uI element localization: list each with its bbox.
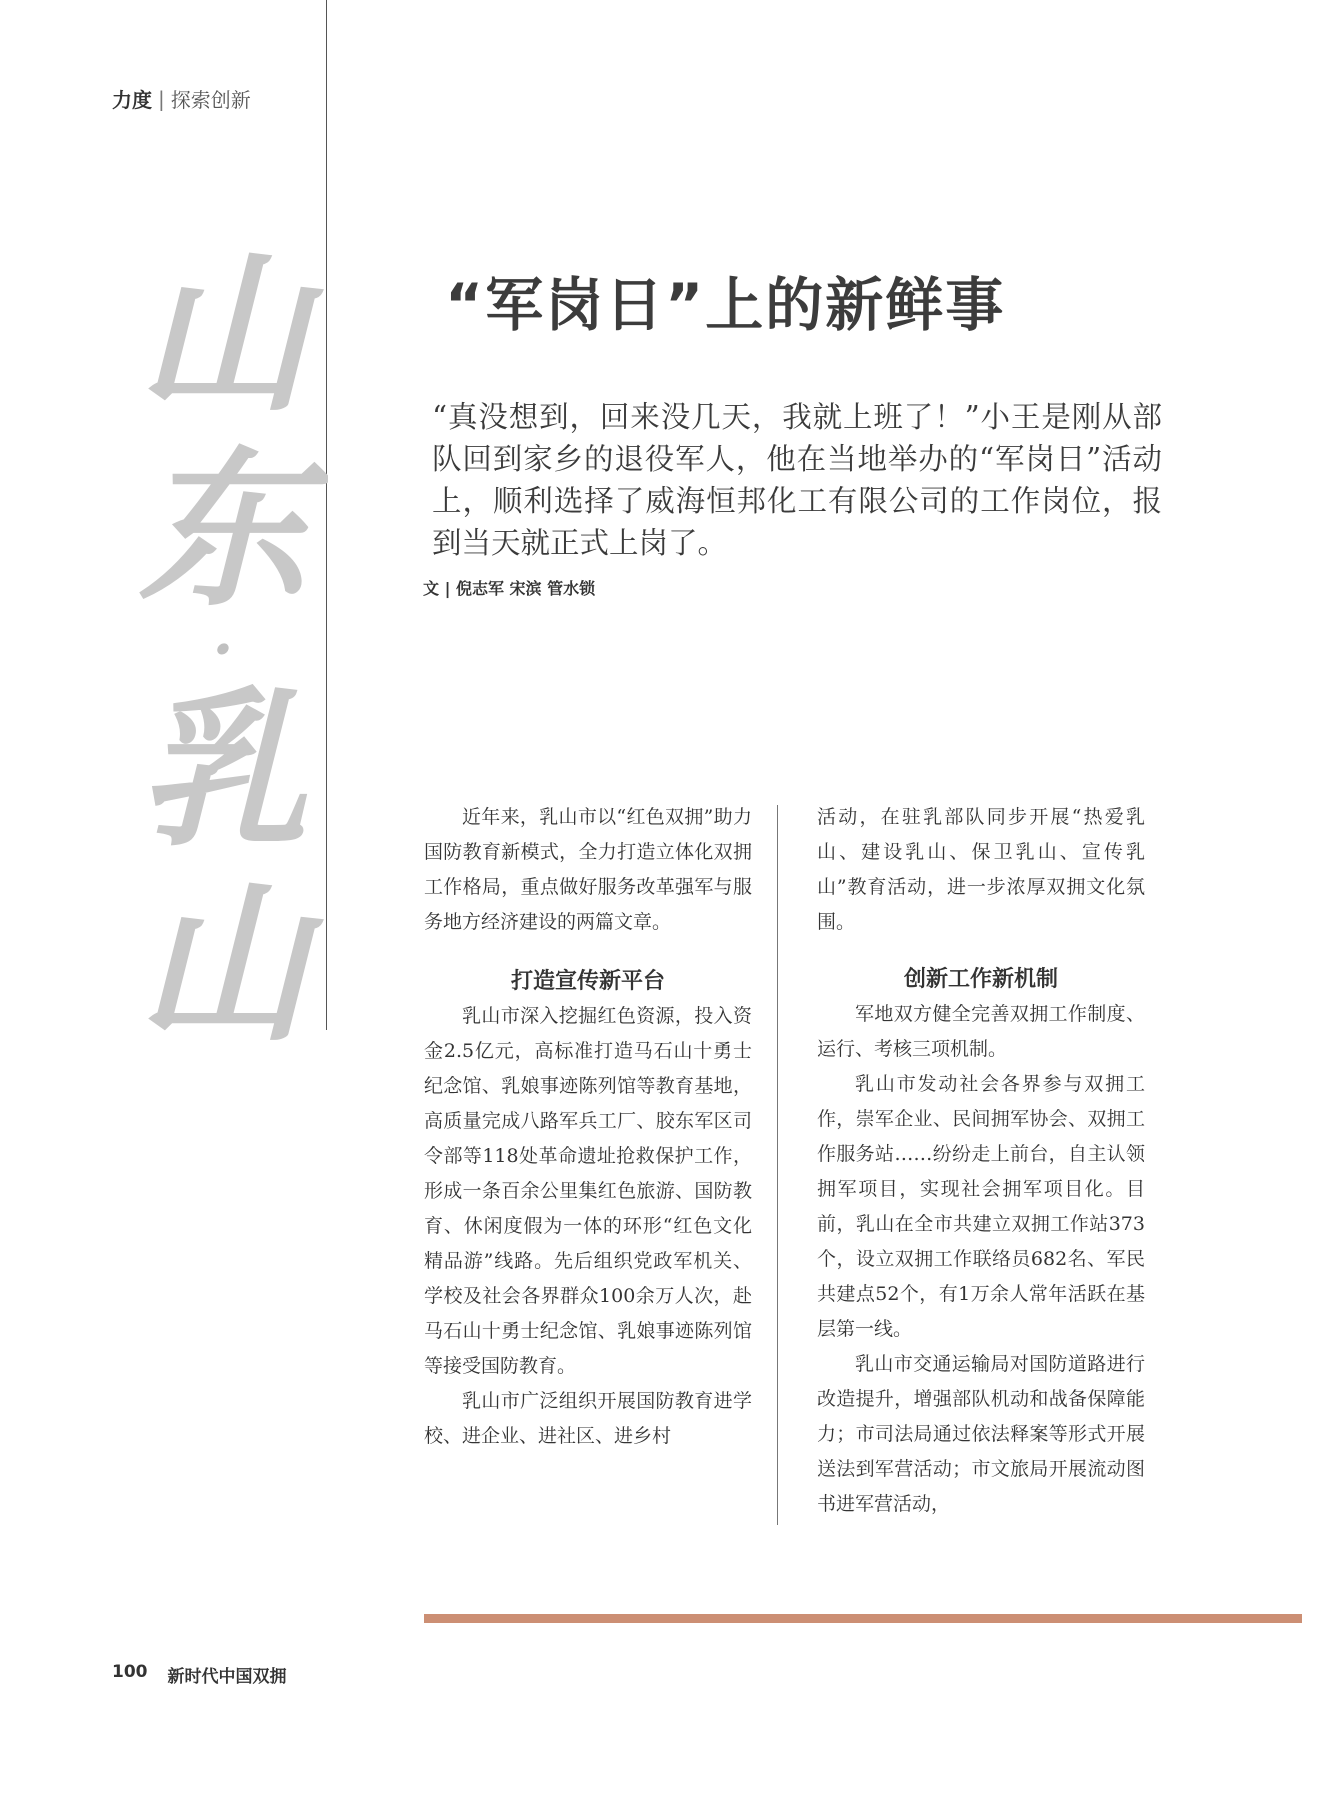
section-separator: | bbox=[158, 86, 165, 111]
section-header bbox=[112, 84, 251, 113]
magazine-name: 新时代中国双拥 bbox=[167, 1667, 287, 1687]
calligraphy-char: 东 bbox=[137, 430, 308, 630]
page-footer bbox=[112, 1662, 287, 1687]
article-title: “军岗日”上的新鲜事 bbox=[445, 271, 1006, 339]
article-byline: 文 | 倪志军 宋滨 管水锁 bbox=[423, 579, 596, 598]
subheading: 创新工作新机制 bbox=[903, 967, 1058, 992]
calligraphy-decoration bbox=[118, 250, 328, 1050]
calligraphy-char: 山 bbox=[137, 250, 308, 435]
accent-bar bbox=[424, 1614, 1302, 1623]
paragraph: 军地双方健全完善双拥工作制度、运行、考核三项机制。 bbox=[817, 1003, 1145, 1060]
article-lead: “真没想到，回来没几天，我就上班了！”小王是刚从部队回到家乡的退役军人，他在当地举办的“军岗日”活动上，顺利选择了威海恒邦化工有限公司的工作岗位，报到当天就正式上岗了。 bbox=[432, 400, 1162, 560]
text-column-left bbox=[424, 800, 752, 1454]
calligraphy-char: 乳 bbox=[137, 670, 308, 870]
calligraphy-char: 山 bbox=[137, 865, 308, 1050]
paragraph: 活动，在驻乳部队同步开展“热爱乳山、建设乳山、保卫乳山、宣传乳山”教育活动，进一步浓厚双拥文化氛围。 bbox=[817, 806, 1145, 933]
section-label: 力度 bbox=[112, 88, 152, 112]
paragraph: 乳山市交通运输局对国防道路进行改造提升，增强部队机动和战备保障能力；市司法局通过依法释案等形式开展送法到军营活动；市文旅局开展流动图书进军营活动， bbox=[817, 1353, 1145, 1515]
paragraph: 近年来，乳山市以“红色双拥”助力国防教育新模式，全力打造立体化双拥工作格局，重点做好服务改革强军与服务地方经济建设的两篇文章。 bbox=[424, 806, 752, 933]
page-number: 100 bbox=[112, 1662, 148, 1682]
text-column-right bbox=[817, 800, 1145, 1522]
paragraph: 乳山市广泛组织开展国防教育进学校、进企业、进社区、进乡村 bbox=[424, 1390, 752, 1447]
column-divider bbox=[777, 805, 778, 1525]
subheading: 打造宣传新平台 bbox=[510, 969, 665, 994]
paragraph: 乳山市发动社会各界参与双拥工作，崇军企业、民间拥军协会、双拥工作服务站……纷纷走上前台，自主认领拥军项目，实现社会拥军项目化。目前，乳山在全市共建立双拥工作站373个，设立双拥工作联络员682名、军民共建点52个，有1万余人常年活跃在基层第一线。 bbox=[817, 1073, 1145, 1340]
paragraph: 乳山市深入挖掘红色资源，投入资金2.5亿元，高标准打造马石山十勇士纪念馆、乳娘事迹陈列馆等教育基地，高质量完成八路军兵工厂、胶东军区司令部等118处革命遗址抢救保护工作，形成一条百余公里集红色旅游、国防教育、休闲度假为一体的环形“红色文化精品游”线路。先后组织党政军机关、学校及社会各界群众100余万人次，赴马石山十勇士纪念馆、乳娘事迹陈列馆等接受国防教育。 bbox=[424, 1005, 752, 1377]
calligraphy-dot: · bbox=[212, 615, 234, 685]
subsection-label: 探索创新 bbox=[170, 88, 251, 112]
